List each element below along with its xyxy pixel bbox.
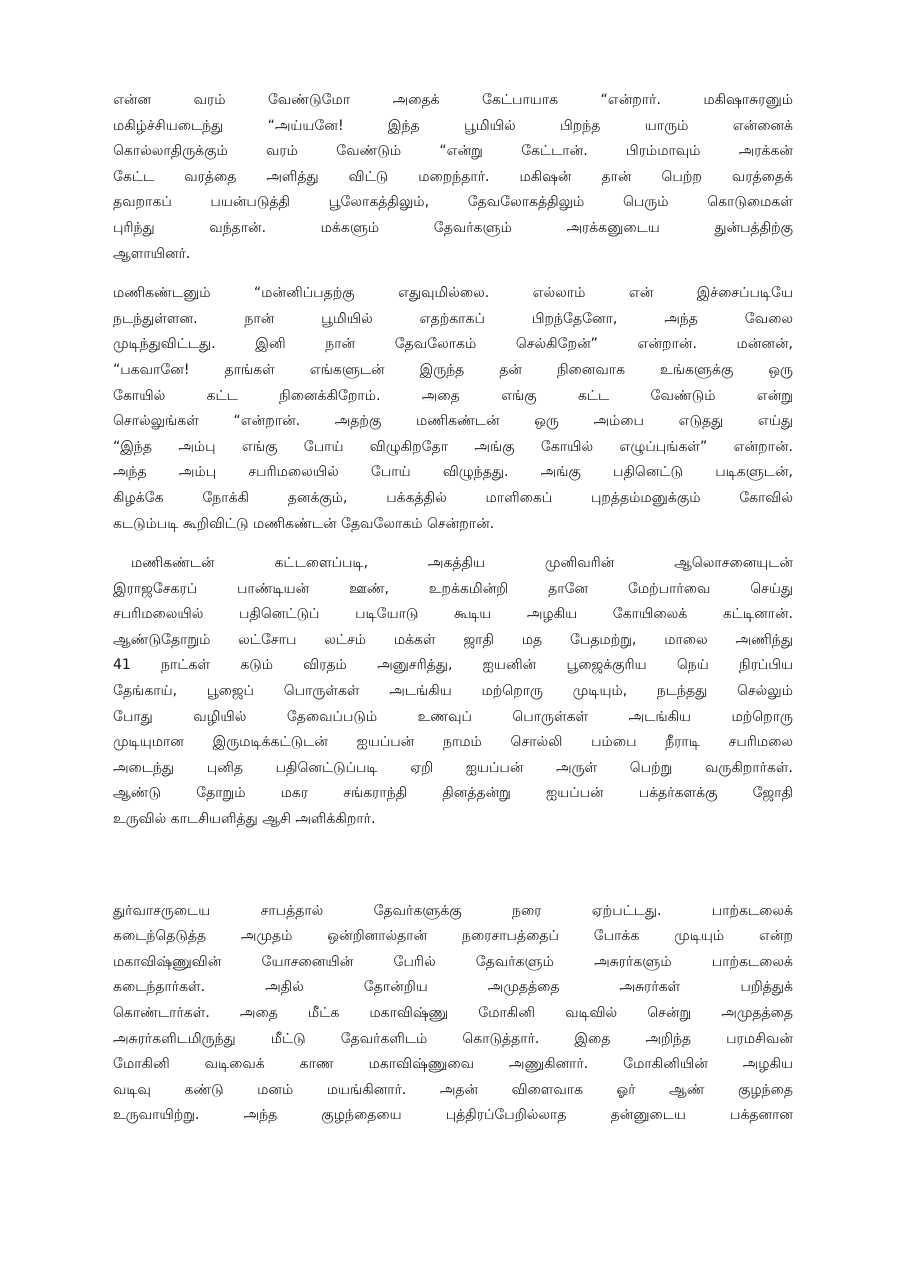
text-line: “இந்த அம்பு எங்கு போய் விழுகிறதோ அங்கு கோயில் எழுப்புங்கள்” என்றான். xyxy=(113,438,793,455)
text-line: கொண்டார்கள். அதை மீட்க மகாவிஷ்ணு மோகினி வடிவில் சென்று அமுதத்தை xyxy=(113,1005,793,1021)
text-line: முடிந்துவிட்டது. இனி நான் தேவலோகம் செல்கிறேன்” என்றான். மன்னன், xyxy=(113,336,793,353)
text-line: கொல்லாதிருக்கும் வரம் வேண்டும் “என்று கேட்டான். பிரம்மாவும் அரக்கன் xyxy=(113,143,793,160)
paragraph-manikandan-departure xyxy=(113,281,793,537)
text-line: புரிந்து வந்தான். மக்களும் தேவர்களும் அரக்கனுடைய துன்பத்திற்கு xyxy=(113,219,793,236)
text-line: கோயில் கட்ட நினைக்கிறோம். அதை எங்கு கட்ட வேண்டும் என்று xyxy=(113,387,793,404)
text-line: சபரிமலையில் பதினெட்டுப் படியோடு கூடிய அழகிய கோயிலைக் கட்டினான். xyxy=(113,606,793,623)
text-line: கடைந்தெடுத்த அமுதம் ஒன்றினால்தான் நரைசாபத்தைப் போக்க முடியும் என்ற xyxy=(113,928,793,945)
text-line: மணிகண்டன் கட்டளைப்படி, அகத்திய முனிவரின் ஆலொசனையுடன் xyxy=(131,555,793,572)
text-line: தவறாகப் பயன்படுத்தி பூலோகத்திலும், தேவலோகத்திலும் பெரும் கொடுமைகள் xyxy=(113,194,793,211)
text-line: இராஜசேகரப் பாண்டியன் ஊண், உறக்கமின்றி தானே மேற்பார்வை செய்து xyxy=(113,580,793,597)
text-line: ஆளாயினர். xyxy=(113,245,191,262)
section-gap xyxy=(113,847,793,899)
text-line: போது வழியில் தேவைப்படும் உணவுப் பொருள்கள் அடங்கிய மற்றொரு xyxy=(113,708,793,725)
text-line: ஆண்டு தோறும் மகர சங்கராந்தி தினத்தன்று ஐயப்பன் பக்தர்களக்கு ஜோதி xyxy=(113,785,793,802)
text-line: மணிகண்டனும் “மன்னிப்பதற்கு எதுவுமில்லை. எல்லாம் என் இச்சைப்படியே xyxy=(113,285,793,302)
text-line: கடடும்படி கூறிவிட்டு மணிகண்டன் தேவலோகம் சென்றான். xyxy=(113,515,495,532)
text-line: முடியுமான இருமடிக்கட்டுடன் ஐயப்பன் நாமம் சொல்லி பம்பை நீராடி சபரிமலை xyxy=(113,734,793,751)
text-line: துர்வாசருடைய சாபத்தால் தேவர்களுக்கு நரை ஏற்பட்டது. பாற்கடலைக் xyxy=(113,902,793,919)
text-line: நடந்துள்ளன. நான் பூமியில் எதற்காகப் பிறந்தேனோ, அந்த வேலை xyxy=(113,310,793,327)
text-line: உருவில் காடசியளித்து ஆசி அளிக்கிறார். xyxy=(113,811,376,828)
text-line: தேங்காய், பூஜைப் பொருள்கள் அடங்கிய மற்றொரு முடியும், நடந்தது செல்லும் xyxy=(113,683,793,700)
text-line: சொல்லுங்கள் “என்றான். அதற்கு மணிகண்டன் ஒரு அம்பை எடுதது எய்து xyxy=(113,413,793,430)
text-line: அசுரர்களிடமிருந்து மீட்டு தேவர்களிடம் கொடுத்தார். இதை அறிந்த பரமசிவன் xyxy=(113,1030,793,1047)
text-line: ஆண்டுதோறும் லட்சோப லட்சம் மக்கள் ஜாதி மத பேதமற்று, மாலை அணிந்து xyxy=(113,631,793,648)
paragraph-durvasa-curse xyxy=(113,899,793,1129)
text-line: 41 நாட்கள் கடும் விரதம் அனுசரித்து, ஐயனின் பூஜைக்குரிய நெய் நிரப்பிய xyxy=(113,657,793,674)
text-line: கடைந்தார்கள். அதில் தோன்றிய அமுதத்தை அசுரர்கள் பறித்துக் xyxy=(113,979,793,996)
text-line: மோகினி வடிவைக் காண மகாவிஷ்ணுவை அணுகினார். மோகினியின் அழகிய xyxy=(113,1056,793,1073)
text-line: கிழக்கே நோக்கி தனக்கும், பக்கத்தில் மாளிகைப் புறத்தம்மனுக்கும் கோவில் xyxy=(113,489,793,506)
text-line: “பகவானே! தாங்கள் எங்களுடன் இருந்த தன் நினைவாக உங்களுக்கு ஒரு xyxy=(113,361,793,378)
paragraph-sabarimala-temple xyxy=(113,551,793,833)
text-line: வடிவு கண்டு மனம் மயங்கினார். அதன் விளைவாக ஓர் ஆண் குழந்தை xyxy=(113,1081,793,1098)
paragraph-mahishasura-boon xyxy=(113,88,793,267)
text-line: மகிழ்ச்சியடைந்து “அய்யனே! இந்த பூமியில் பிறந்த யாரும் என்னைக் xyxy=(113,117,793,134)
text-line: உருவாயிற்று. அந்த குழந்தையை புத்திரப்பேறில்லாத தன்னுடைய பக்தனான xyxy=(113,1107,793,1124)
text-line: அந்த அம்பு சபரிமலையில் போய் விழுந்தது. அங்கு பதினெட்டு படிகளுடன், xyxy=(113,464,793,481)
text-line: கேட்ட வரத்தை அளித்து விட்டு மறைந்தார். மகிஷன் தான் பெற்ற வரத்தைக் xyxy=(113,168,793,185)
text-line: அடைந்து புனித பதினெட்டுப்படி ஏறி ஐயப்பன் அருள் பெற்று வருகிறார்கள். xyxy=(113,759,793,776)
document-page xyxy=(113,88,793,1143)
text-line: என்ன வரம் வேண்டுமோ அதைக் கேட்பாயாக “என்றார். மகிஷாசுரனும் xyxy=(113,92,793,108)
text-line: மகாவிஷ்ணுவின் யோசனையின் பேரில் தேவர்களும் அசுரர்களும் பாற்கடலைக் xyxy=(113,953,793,970)
